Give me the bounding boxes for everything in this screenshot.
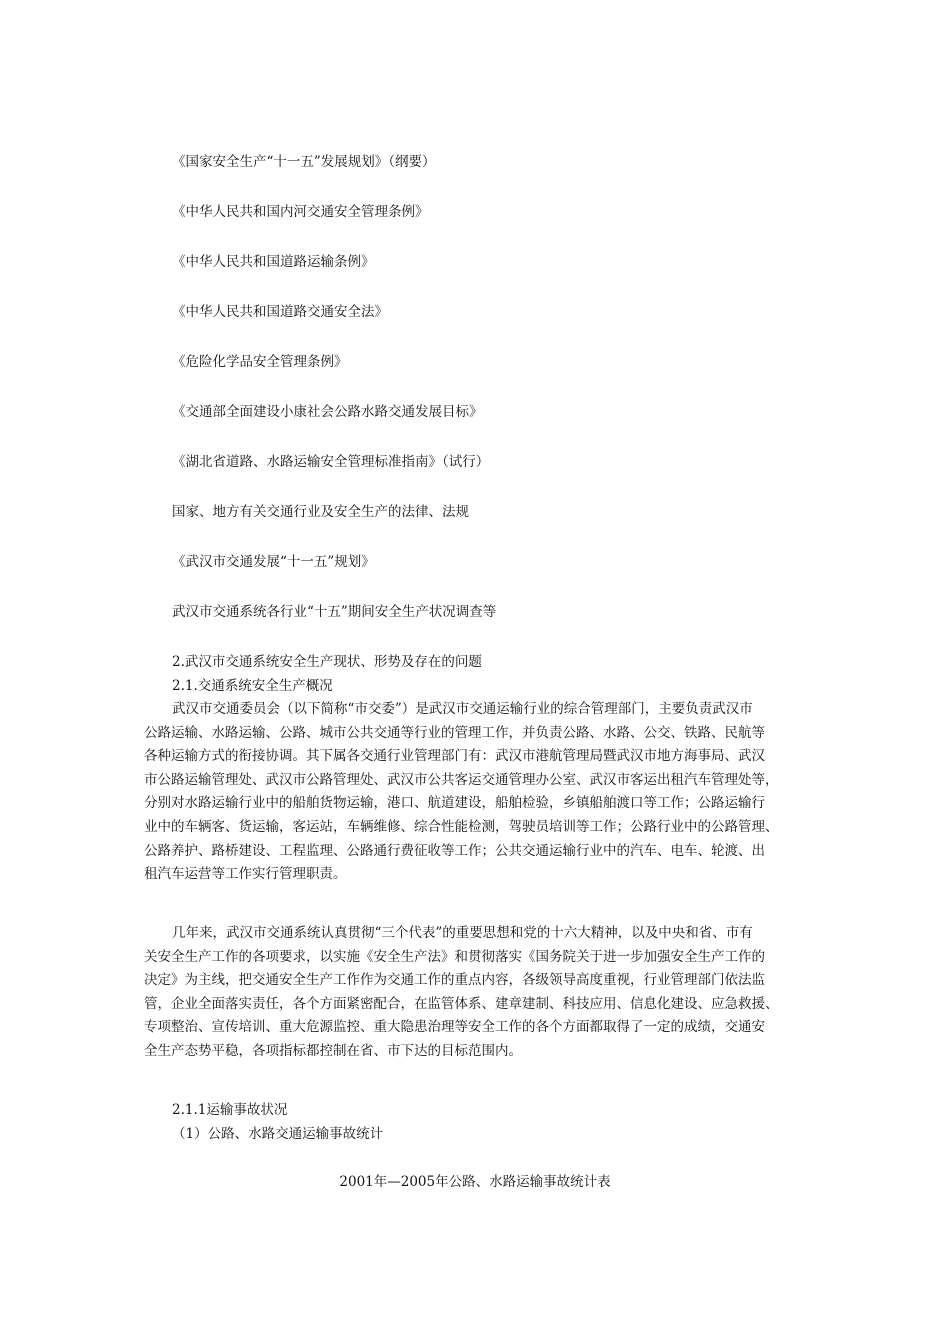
reference-item: 《中华人民共和国道路运输条例》 (172, 254, 375, 270)
paragraph-line: 决定》为主线，把交通安全生产工作作为交通工作的重点内容，各级领导高度重视，行业管理部门依法监 (144, 972, 765, 989)
paragraph-line: 全生产态势平稳，各项指标都控制在省、市下达的目标范围内。 (144, 1042, 522, 1059)
table-caption: 2001年—2005年公路、水路运输事故统计表 (339, 1174, 611, 1190)
reference-item: 《武汉市交通发展“十一五”规划》 (172, 554, 375, 570)
reference-item: 《中华人民共和国内河交通安全管理条例》 (172, 204, 429, 220)
paragraph-line: 租汽车运营等工作实行管理职责。 (144, 866, 347, 883)
subsubsection-heading: 2.1.1运输事故状况 (172, 1102, 288, 1118)
reference-item: 武汉市交通系统各行业“十五”期间安全生产状况调查等 (172, 604, 497, 620)
paragraph-line: 公路运输、水路运输、公路、城市公共交通等行业的管理工作，并负责公路、水路、公交、铁路、民航等 (144, 724, 765, 741)
reference-item: 《湖北省道路、水路运输安全管理标准指南》（试行） (172, 454, 490, 470)
paragraph-achievements (144, 922, 812, 1064)
paragraph-line: 公路养护、路桥建设、工程监理、公路通行费征收等工作；公共交通运输行业中的汽车、电车、轮渡、出 (144, 842, 765, 859)
reference-item: 《危险化学品安全管理条例》 (172, 354, 348, 370)
paragraph-line: 几年来，武汉市交通系统认真贯彻“三个代表”的重要思想和党的十六大精神，以及中央和省、市有 (172, 925, 753, 941)
paragraph-overview (144, 698, 812, 887)
paragraph-line: 武汉市交通委员会（以下简称“市交委”）是武汉市交通运输行业的综合管理部门，主要负责武汉市 (172, 701, 753, 717)
paragraph-line: 专项整治、宣传培训、重大危源监控、重大隐患治理等安全工作的各个方面都取得了一定的成绩，交通安 (144, 1019, 765, 1036)
reference-item: 《交通部全面建设小康社会公路水路交通发展目标》 (172, 404, 483, 420)
section-heading: 2.武汉市交通系统安全生产现状、形势及存在的问题 (172, 654, 482, 670)
paragraph-line: 管，企业全面落实责任，各个方面紧密配合，在监管体系、建章建制、科技应用、信息化建设、应急救援、 (144, 995, 779, 1012)
sub-item-heading: （1）公路、水路交通运输事故统计 (172, 1126, 384, 1142)
reference-item: 《中华人民共和国道路交通安全法》 (172, 304, 388, 320)
paragraph-line: 业中的车辆客、货运输，客运站，车辆维修、综合性能检测，驾驶员培训等工作；公路行业中的公路管理、 (144, 818, 779, 835)
reference-item: 国家、地方有关交通行业及安全生产的法律、法规 (172, 504, 469, 520)
paragraph-line: 关安全生产工作的各项要求，以实施《安全生产法》和贯彻落实《国务院关于进一步加强安全生产工作的 (144, 948, 765, 965)
paragraph-line: 市公路运输管理处、武汉市公路管理处、武汉市公共客运交通管理办公室、武汉市客运出租汽车管理处等， (144, 771, 779, 788)
reference-item: 《国家安全生产“十一五”发展规划》（纲要） (172, 154, 436, 170)
paragraph-line: 各种运输方式的衔接协调。其下属各交通行业管理部门有：武汉市港航管理局暨武汉市地方海事局、武汉 (144, 748, 765, 765)
paragraph-line: 分别对水路运输行业中的船舶货物运输，港口、航道建设，船舶检验，乡镇船舶渡口等工作；公路运输行 (144, 795, 765, 812)
subsection-heading: 2.1.交通系统安全生产概况 (172, 678, 333, 694)
